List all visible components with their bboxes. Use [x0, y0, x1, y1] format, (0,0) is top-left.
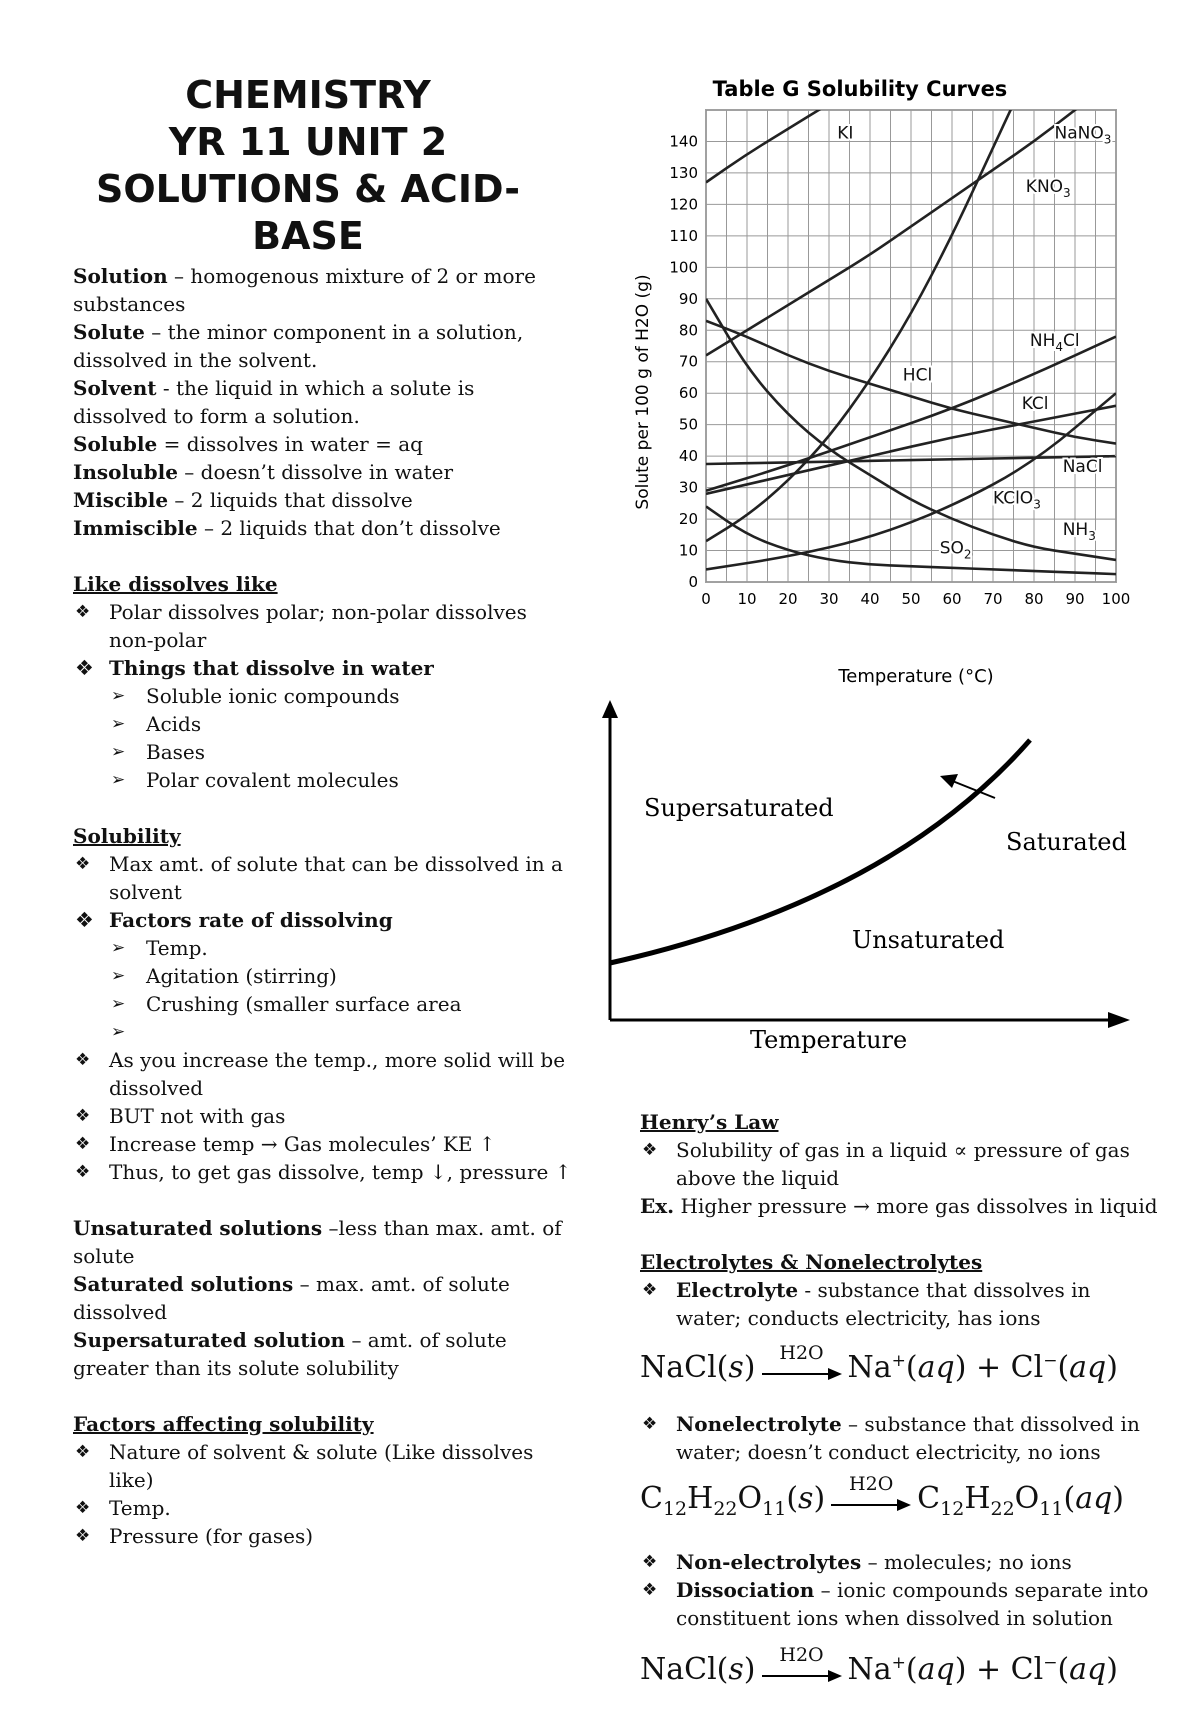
- saturation-svg: [590, 700, 1150, 1070]
- definition: Solvent - the liquid in which a solute is dissolved to form a solution.: [73, 376, 475, 428]
- label-unsaturated: Unsaturated: [852, 926, 1005, 954]
- bullet-item: ❖ Thus, to get gas dissolve, temp ↓, pressure ↑: [75, 1160, 572, 1184]
- y-tick-label: 40: [678, 447, 698, 466]
- bullet-item: ❖ Increase temp → Gas molecules’ KE ↑: [75, 1132, 496, 1156]
- y-axis-arrow: [602, 700, 618, 718]
- chart-ylabel: Solute per 100 g of H2O (g): [633, 274, 653, 510]
- page-title: [58, 72, 558, 260]
- bullet-diamond-icon: ❖: [75, 908, 94, 932]
- saturation-diagram: [590, 700, 1150, 1070]
- y-tick-label: 100: [669, 258, 698, 277]
- bullet-diamond-icon: ❖: [75, 656, 94, 680]
- bullet-item: ❖ Nonelectrolyte – substance that dissolved in water; doesn’t conduct electricity, no ions: [642, 1412, 1140, 1464]
- label-temperature: Temperature: [750, 1026, 908, 1054]
- y-tick-label: 140: [669, 132, 698, 151]
- example: Ex. Higher pressure → more gas dissolves in liquid: [640, 1194, 1158, 1218]
- section-heading: Solubility: [73, 824, 181, 848]
- bullet-item: ❖ Nature of solvent & solute (Like dissolves like): [75, 1440, 534, 1492]
- bullet-item: ❖ Max amt. of solute that can be dissolved in a solvent: [75, 852, 563, 904]
- definition: Solute – the minor component in a solution, dissolved in the solvent.: [73, 320, 524, 372]
- equation-nacl-dissociation: NaCl(s) H2O Na+(aq) + Cl−(aq): [640, 1648, 1160, 1712]
- bullet-diamond-icon: ❖: [642, 1140, 658, 1160]
- bullet-diamond-icon: ❖: [642, 1552, 658, 1572]
- title-line: YR 11 UNIT 2: [168, 120, 448, 164]
- x-tick-label: 50: [901, 590, 921, 608]
- y-tick-label: 80: [678, 321, 698, 340]
- arrow-bullet-icon: ➢: [111, 686, 126, 706]
- curve-label: KClO$_3$: [993, 488, 1041, 512]
- curve-label: $NH_3$: [1062, 519, 1096, 543]
- bullet-diamond-icon: ❖: [75, 1134, 91, 1154]
- y-tick-label: 130: [669, 163, 698, 182]
- x-tick-label: 20: [778, 590, 798, 608]
- y-tick-label: 30: [678, 478, 698, 497]
- y-tick-label: 0: [688, 573, 698, 591]
- arrow-bullet-icon: ➢: [111, 966, 126, 986]
- section-heading: Like dissolves like: [73, 572, 278, 596]
- y-tick-label: 60: [678, 384, 698, 403]
- bullet-item: ❖ Electrolyte - substance that dissolves in water; conducts electricity, has ions: [642, 1278, 1091, 1330]
- arrow-bullet-icon: ➢: [111, 1022, 126, 1042]
- curve-label: KI: [837, 123, 854, 144]
- y-tick-label: 20: [678, 510, 698, 529]
- definition: Supersaturated solution – amt. of solute greater than its solute solubility: [73, 1328, 507, 1380]
- x-tick-label: 0: [701, 590, 711, 608]
- bullet-item: ❖ Solubility of gas in a liquid ∝ pressure of gas above the liquid: [642, 1138, 1130, 1190]
- arrow-bullet-icon: ➢: [111, 994, 126, 1014]
- y-tick-label: 70: [678, 352, 698, 371]
- saturated-pointer-head: [940, 774, 958, 788]
- chart-svg: [620, 72, 1140, 692]
- bullet-item: ❖ Factors rate of dissolving: [75, 908, 393, 932]
- curve-label: NaCl: [1062, 456, 1103, 477]
- sub-bullet-item: [73, 1018, 573, 1046]
- y-tick-label: 10: [678, 541, 698, 560]
- arrow-bullet-icon: ➢: [111, 714, 126, 734]
- left-column: [73, 72, 573, 1550]
- reaction-arrow: [762, 1644, 842, 1686]
- curve-label: $NH_4Cl$: [1029, 331, 1080, 354]
- bullet-diamond-icon: ❖: [75, 602, 91, 622]
- curve-label: KCl: [1021, 393, 1049, 414]
- bullet-item: ❖ Temp.: [75, 1496, 171, 1520]
- right-column: [640, 1108, 1160, 1712]
- section-heading: Factors affecting solubility: [73, 1412, 374, 1436]
- arrow-bullet-icon: ➢: [111, 770, 126, 790]
- x-tick-label: 60: [942, 590, 962, 608]
- sub-bullet-item: ➢ Agitation (stirring): [111, 964, 337, 988]
- sub-bullet-item: ➢ Acids: [111, 712, 202, 736]
- arrow-bullet-icon: ➢: [111, 742, 126, 762]
- definition: Insoluble – doesn’t dissolve in water: [73, 460, 454, 484]
- bullet-diamond-icon: ❖: [642, 1414, 658, 1434]
- bullet-item: ❖ Things that dissolve in water: [75, 656, 434, 680]
- definition: Soluble = dissolves in water = aq: [73, 432, 423, 456]
- arrow-label: H2O: [849, 1473, 894, 1495]
- bullet-diamond-icon: ❖: [75, 1526, 91, 1546]
- bullet-item: ❖ Non-electrolytes – molecules; no ions: [642, 1550, 1072, 1574]
- bullet-item: ❖ As you increase the temp., more solid will be dissolved: [75, 1048, 566, 1100]
- bullet-item: ❖ Dissociation – ionic compounds separate into constituent ions when dissolved in solution: [642, 1578, 1149, 1630]
- reaction-arrow: [831, 1473, 911, 1515]
- title-line: BASE: [252, 214, 364, 258]
- bullet-item: ❖ BUT not with gas: [75, 1104, 286, 1128]
- solubility-curves-chart: [620, 72, 1140, 692]
- sub-bullet-item: ➢ Temp.: [111, 936, 208, 960]
- title-line: SOLUTIONS & ACID-: [96, 167, 520, 211]
- chart-xlabel: Temperature (°C): [838, 666, 994, 687]
- curve-label: NaNO$_3$: [1054, 123, 1112, 147]
- bullet-diamond-icon: ❖: [75, 1050, 91, 1070]
- title-line: CHEMISTRY: [185, 73, 431, 117]
- sub-bullet-item: ➢ Bases: [111, 740, 205, 764]
- x-tick-label: 80: [1024, 590, 1044, 608]
- y-tick-label: 120: [669, 195, 698, 214]
- label-saturated: Saturated: [1006, 828, 1127, 856]
- section-heading: Electrolytes & Nonelectrolytes: [640, 1250, 983, 1274]
- y-tick-label: 50: [678, 415, 698, 434]
- x-tick-label: 30: [819, 590, 839, 608]
- bullet-item: ❖ Polar dissolves polar; non-polar dissolves non-polar: [75, 600, 527, 652]
- bullet-diamond-icon: ❖: [75, 1442, 91, 1462]
- x-tick-label: 70: [983, 590, 1003, 608]
- definition: Solution – homogenous mixture of 2 or more substances: [73, 264, 536, 316]
- arrow-label: H2O: [779, 1644, 824, 1666]
- sub-bullet-item: ➢ Polar covalent molecules: [111, 768, 399, 792]
- bullet-diamond-icon: ❖: [75, 1162, 91, 1182]
- arrow-label: H2O: [779, 1342, 824, 1364]
- equation-sucrose: $C_{12}H_{22}O_{11}(s)$ H2O $C_{12}H_{22}O_{11}(aq)$: [640, 1484, 1160, 1548]
- chart-title: Table G Solubility Curves: [712, 77, 1008, 101]
- bullet-diamond-icon: ❖: [642, 1580, 658, 1600]
- definition: Immiscible – 2 liquids that don’t dissolve: [73, 516, 501, 540]
- x-tick-label: 100: [1101, 590, 1131, 608]
- arrow-bullet-icon: ➢: [111, 938, 126, 958]
- y-tick-label: 90: [678, 289, 698, 308]
- curve-label: HCl: [902, 365, 933, 386]
- sub-bullet-item: ➢ Crushing (smaller surface area: [111, 992, 462, 1016]
- curve-label: $SO_2$: [939, 538, 972, 562]
- sub-bullet-item: ➢ Soluble ionic compounds: [111, 684, 400, 708]
- bullet-item: ❖ Pressure (for gases): [75, 1524, 314, 1548]
- label-supersaturated: Supersaturated: [644, 794, 834, 822]
- equation-nacl: NaCl(s) H2O Na+(aq) + Cl−(aq): [640, 1346, 1160, 1410]
- y-tick-label: 110: [669, 226, 698, 245]
- x-tick-label: 10: [737, 590, 757, 608]
- bullet-diamond-icon: ❖: [75, 1106, 91, 1126]
- definition: Saturated solutions – max. amt. of solute dissolved: [73, 1272, 510, 1324]
- section-heading: Henry’s Law: [640, 1110, 779, 1134]
- x-tick-label: 40: [860, 590, 880, 608]
- definition: Unsaturated solutions –less than max. amt. of solute: [73, 1216, 562, 1268]
- bullet-diamond-icon: ❖: [75, 1498, 91, 1518]
- bullet-diamond-icon: ❖: [642, 1280, 658, 1300]
- x-tick-label: 90: [1065, 590, 1085, 608]
- x-axis-arrow: [1108, 1012, 1130, 1028]
- curve-label: $KNO_3$: [1025, 176, 1071, 200]
- reaction-arrow: [762, 1342, 842, 1384]
- bullet-diamond-icon: ❖: [75, 854, 91, 874]
- definition: Miscible – 2 liquids that dissolve: [73, 488, 413, 512]
